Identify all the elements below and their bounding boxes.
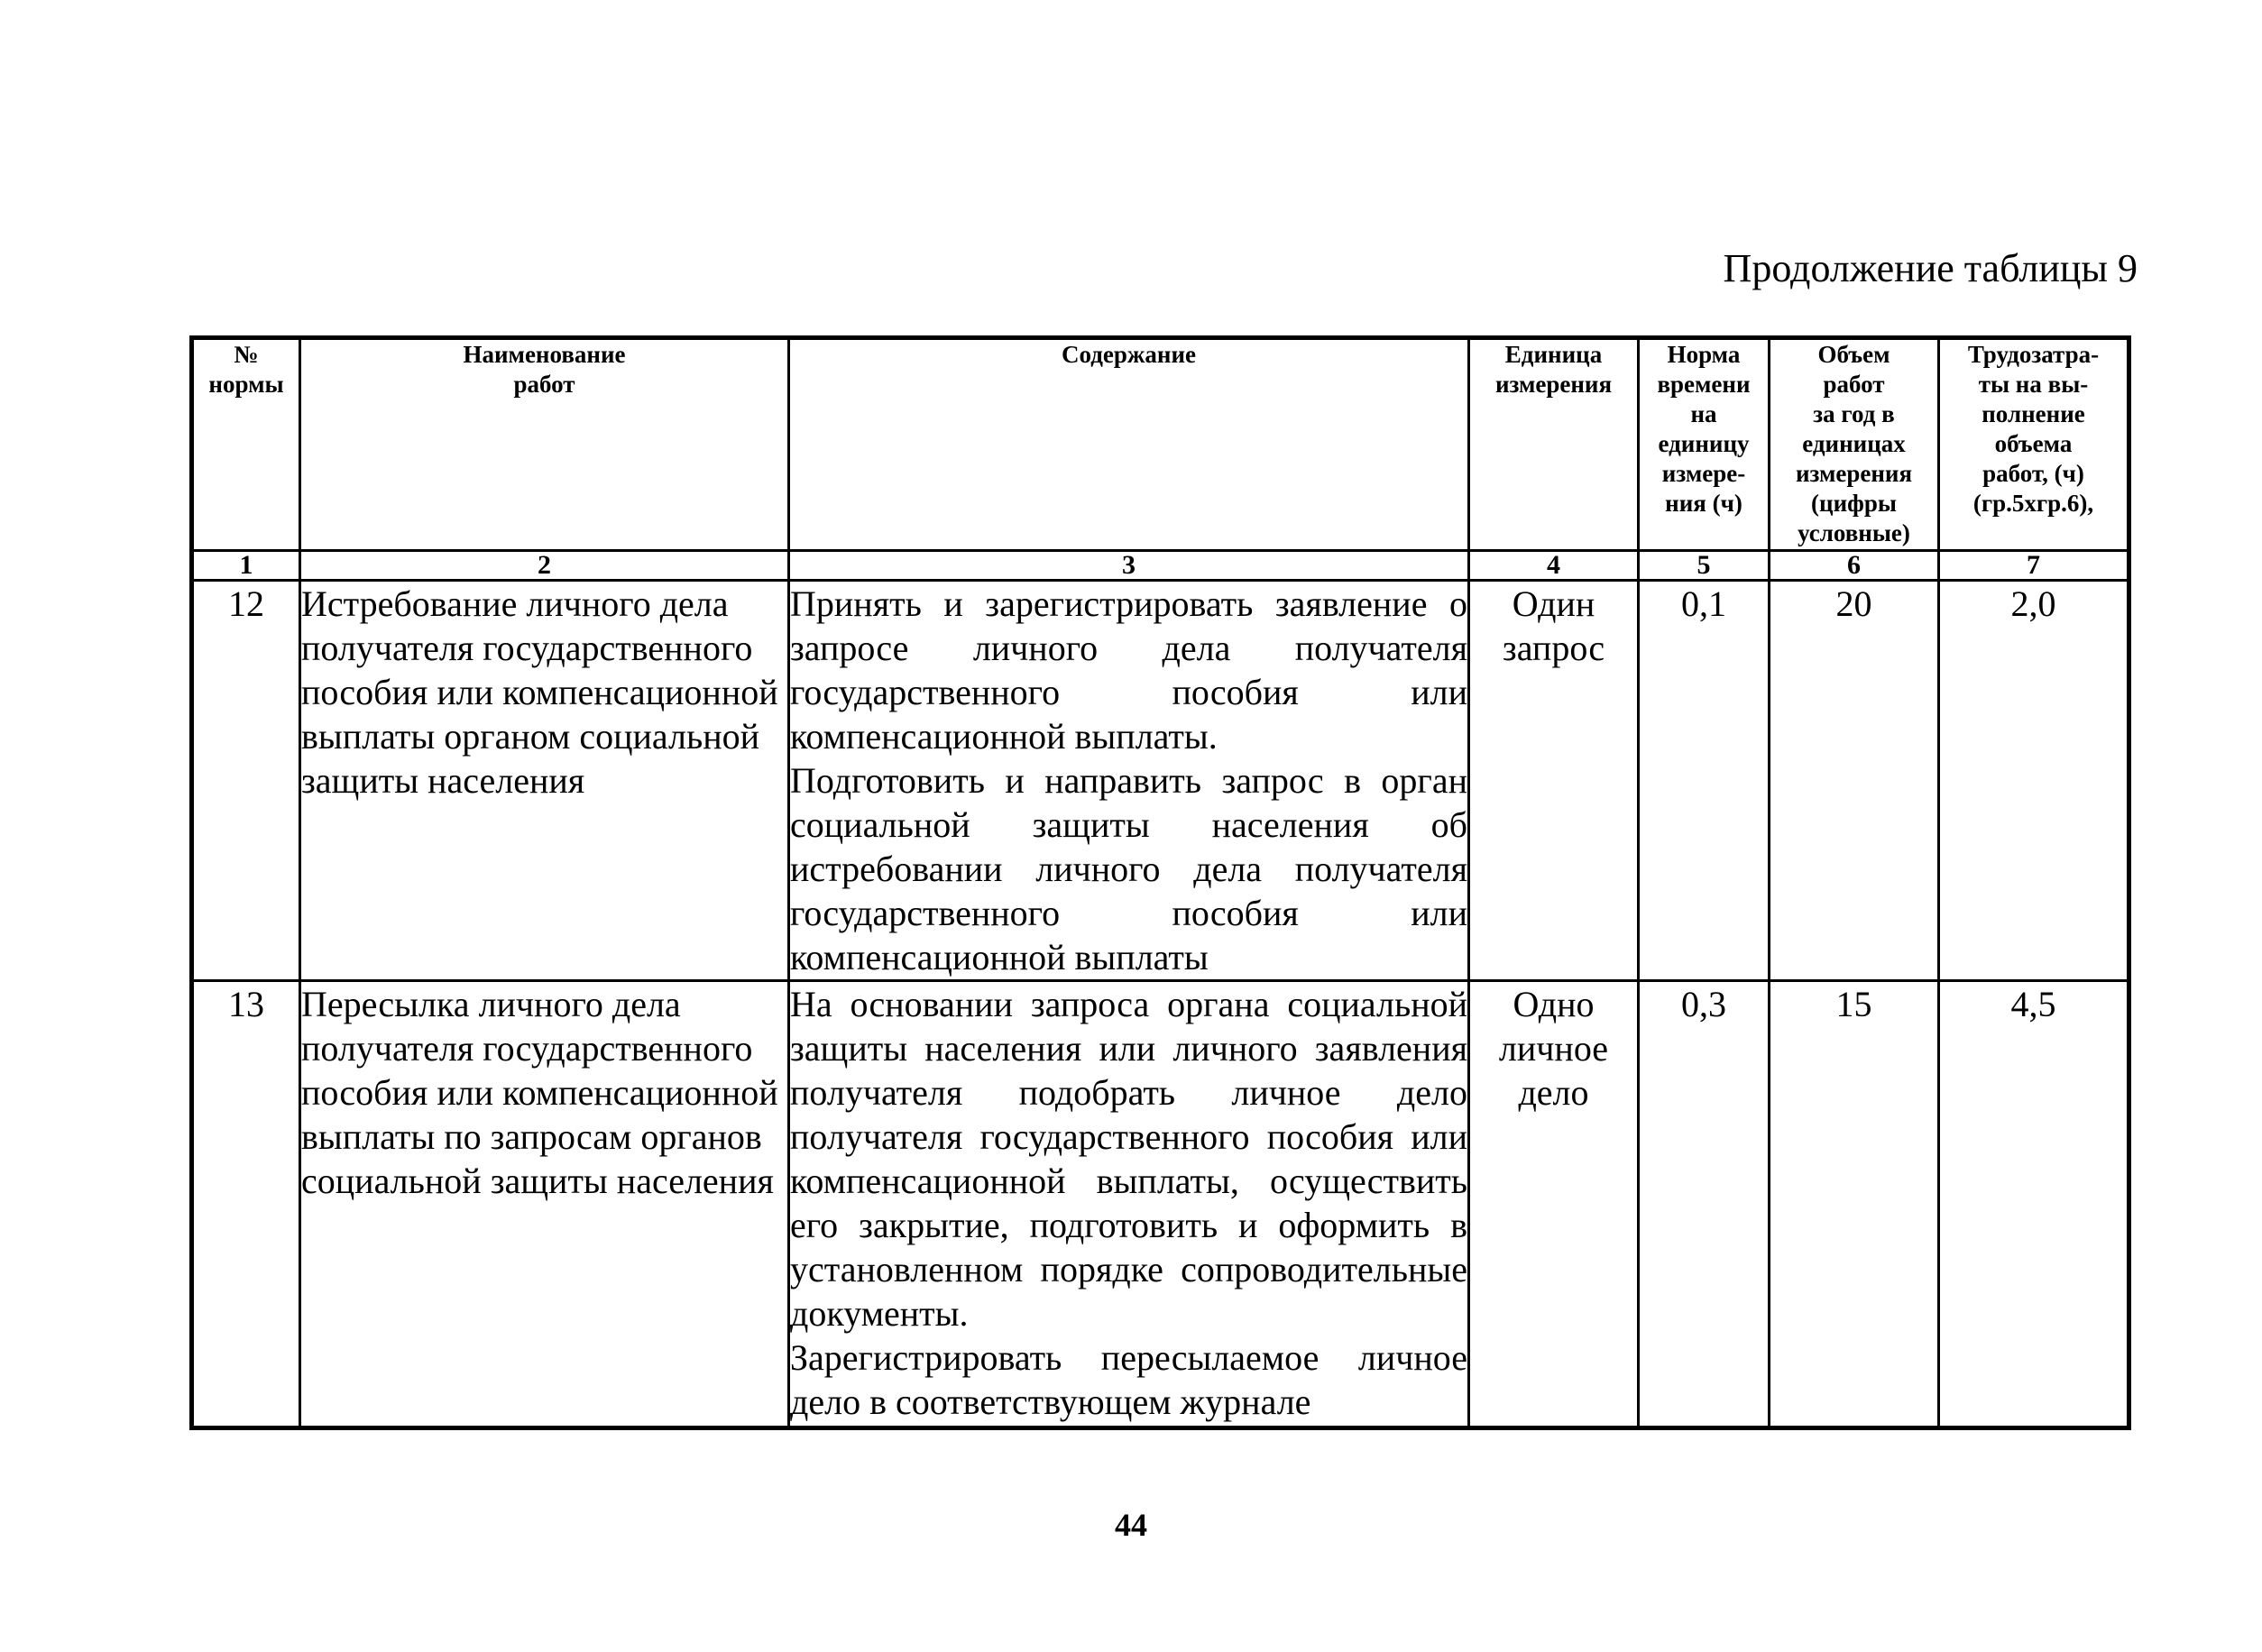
cell-norm-number: 13 xyxy=(192,981,300,1428)
cell-labor-cost: 2,0 xyxy=(1939,581,2129,981)
table-row xyxy=(192,981,2129,1428)
column-number: 5 xyxy=(1639,551,1770,581)
header-norm-number: № нормы xyxy=(192,338,300,551)
content-paragraph: На основании запроса органа социальной защиты населения или личного заявления получателя подобрать личное дело получателя государственного пособия или компенсационной выплаты, осуществить его закрытие, подготовить и оформить в установленном порядке сопроводительные документы. xyxy=(790,984,1467,1334)
cell-labor-cost: 4,5 xyxy=(1939,981,2129,1428)
cell-time-norm: 0,1 xyxy=(1639,581,1770,981)
page-number: 44 xyxy=(1115,1507,1147,1543)
header-annual-volume: Объем работ за год в единицах измерения (цифры условные) xyxy=(1770,338,1939,551)
norms-table xyxy=(189,335,2131,1430)
column-number: 1 xyxy=(192,551,300,581)
column-number: 2 xyxy=(300,551,789,581)
header-row xyxy=(192,338,2129,551)
column-number: 7 xyxy=(1939,551,2129,581)
cell-annual-volume: 15 xyxy=(1770,981,1939,1428)
column-number-row xyxy=(192,551,2129,581)
content-paragraph: Зарегистрировать пересылаемое личное дело в соответствующем журнале xyxy=(790,1337,1467,1422)
cell-content xyxy=(789,981,1469,1428)
cell-time-norm: 0,3 xyxy=(1639,981,1770,1428)
content-paragraph: Подготовить и направить запрос в орган социальной защиты населения об истребовании личного дела получателя государственного пособия или компенсационной выплаты xyxy=(790,760,1467,977)
cell-unit: Одно личное дело xyxy=(1469,981,1639,1428)
header-work-name: Наименование работ xyxy=(300,338,789,551)
header-content: Содержание xyxy=(789,338,1469,551)
column-number: 3 xyxy=(789,551,1469,581)
content-paragraph: Принять и зарегистрировать заявление о запросе личного дела получателя государственного пособия или компенсационной выплаты. xyxy=(790,583,1467,757)
table-row xyxy=(192,581,2129,981)
cell-unit: Один запрос xyxy=(1469,581,1639,981)
cell-norm-number: 12 xyxy=(192,581,300,981)
cell-content xyxy=(789,581,1469,981)
cell-work-name: Истребование личного дела получателя государственного пособия или компенсационной выплаты органом социальной защиты населения xyxy=(300,581,789,981)
header-time-norm: Норма времени на единицу измере- ния (ч) xyxy=(1639,338,1770,551)
column-number: 4 xyxy=(1469,551,1639,581)
column-number: 6 xyxy=(1770,551,1939,581)
header-unit: Единица измерения xyxy=(1469,338,1639,551)
cell-annual-volume: 20 xyxy=(1770,581,1939,981)
cell-work-name: Пересылка личного дела получателя государственного пособия или компенсационной выплаты по запросам органов социальной защиты населения xyxy=(300,981,789,1428)
table-caption: Продолжение таблицы 9 xyxy=(1723,246,2138,290)
header-labor-cost: Трудозатра- ты на вы- полнение объема работ, (ч) (гр.5хгр.6), xyxy=(1939,338,2129,551)
